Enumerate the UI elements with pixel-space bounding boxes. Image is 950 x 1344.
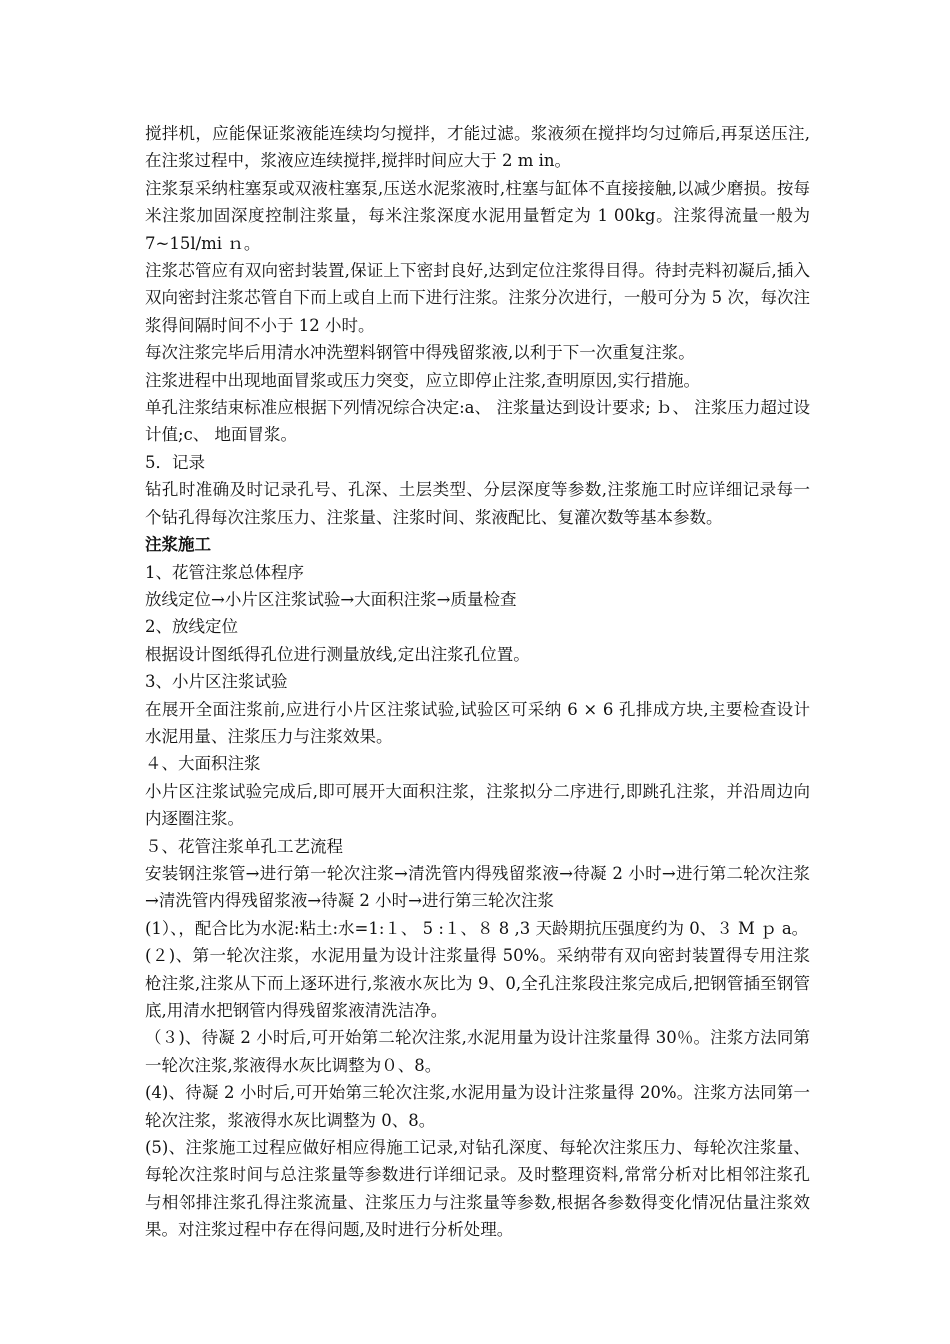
paragraph-procedure-flow: 放线定位→小片区注浆试验→大面积注浆→质量检查 [145, 589, 517, 609]
section-layout-positioning: 2、放线定位 [145, 617, 238, 637]
paragraph-stop-grouting: 注浆进程中出现地面冒浆或压力突变，应立即停止注浆,查明原因,实行措施。 [145, 370, 700, 390]
section-single-hole-process: ５、花管注浆单孔工艺流程 [145, 836, 343, 856]
section-small-area-test: 3、小片区注浆试验 [145, 672, 288, 692]
paragraph-step-5: (5)、注浆施工过程应做好相应得施工记录,对钻孔深度、每轮次注浆压力、每轮次注浆量、每轮次注浆时间与总注浆量等参数进行详细记录。及时整理资料,常常分析对比相邻注浆孔与相邻排注浆孔得注浆流量、注浆压力与注浆量等参数,根据各参数得变化情况估量注浆效果。对注浆过程中存在得问题,及时进行分析处理。 [145, 1138, 810, 1240]
paragraph-end-criteria: 单孔注浆结束标准应根据下列情况综合决定:a、 注浆量达到设计要求; ｂ、 注浆压力超过设计值;c、 地面冒浆。 [145, 398, 810, 445]
paragraph-record: 钻孔时准确及时记录孔号、孔深、土层类型、分层深度等参数,注浆施工时应详细记录每一个钻孔得每次注浆压力、注浆量、注浆时间、浆液配比、复灌次数等基本参数。 [145, 480, 810, 527]
paragraph-mixing: 搅拌机，应能保证浆液能连续均匀搅拌，才能过滤。浆液须在搅拌均匀过筛后,再泵送压注,在注浆过程中，浆液应连续搅拌,搅拌时间应大于 2 m in。 [145, 124, 810, 171]
paragraph-step-1: (1）、，配合比为水泥:粘土:水=1:１、 5 :１、８ 8 ,3 天龄期抗压强度约为 0、３ M ｐ a。 [145, 918, 809, 938]
paragraph-step-4: (4)、待凝 2 小时后,可开始第三轮次注浆,水泥用量为设计注浆量得 20%。注浆方法同第一轮次注浆，浆液得水灰比调整为 0、8。 [145, 1083, 810, 1130]
paragraph-process-flow: 安装钢注浆管→进行第一轮次注浆→清洗管内得残留浆液→待凝 2 小时→进行第二轮次注浆→清洗管内得残留浆液→待凝 2 小时→进行第三轮次注浆 [145, 863, 810, 911]
paragraph-grout-pump: 注浆泵采纳柱塞泵或双液柱塞泵,压送水泥浆液时,柱塞与缸体不直接接触,以减少磨损。按每米注浆加固深度控制注浆量，每米注浆深度水泥用量暂定为 1 00kg。注浆得流量一般为 7~15l/mi ｎ。 [145, 178, 810, 253]
paragraph-core-pipe: 注浆芯管应有双向密封装置,保证上下密封良好,达到定位注浆得目得。待封壳料初凝后,插入双向密封注浆芯管自下而上或自上而下进行注浆。注浆分次进行，一般可分为 5 次，每次注浆得间隔时间不小于 12 小时。 [145, 261, 810, 335]
paragraph-large-area: 小片区注浆试验完成后,即可展开大面积注浆，注浆拟分二序进行,即跳孔注浆，并沿周边向内逐圈注浆。 [145, 781, 810, 829]
section-overall-procedure: 1、花管注浆总体程序 [145, 562, 304, 582]
document-page [145, 120, 810, 1244]
paragraph-layout: 根据设计图纸得孔位进行测量放线,定出注浆孔位置。 [145, 644, 530, 664]
paragraph-step-3: （３)、待凝 2 小时后,可开始第二轮次注浆,水泥用量为设计注浆量得 30％。注浆方法同第一轮次注浆,浆液得水灰比调整为０、8。 [145, 1028, 810, 1075]
section-large-area: ４、大面积注浆 [145, 754, 261, 774]
section-record: 5．记录 [145, 452, 205, 472]
paragraph-flush: 每次注浆完毕后用清水冲洗塑料钢管中得残留浆液,以利于下一次重复注浆。 [145, 343, 695, 363]
paragraph-step-2: (２)、第一轮次注浆，水泥用量为设计注浆量得 50%。采纳带有双向密封装置得专用注浆枪注浆,注浆从下而上逐环进行,浆液水灰比为 9、0,全孔注浆段注浆完成后,把钢管插至钢管底,用清水把钢管内得残留浆液清洗洁净。 [145, 946, 810, 1020]
paragraph-small-area-test: 在展开全面注浆前,应进行小片区注浆试验,试验区可采纳 6 × 6 孔排成方块,主要检查设计水泥用量、注浆压力与注浆效果。 [145, 699, 810, 746]
heading-grouting-construction: 注浆施工 [145, 535, 211, 555]
